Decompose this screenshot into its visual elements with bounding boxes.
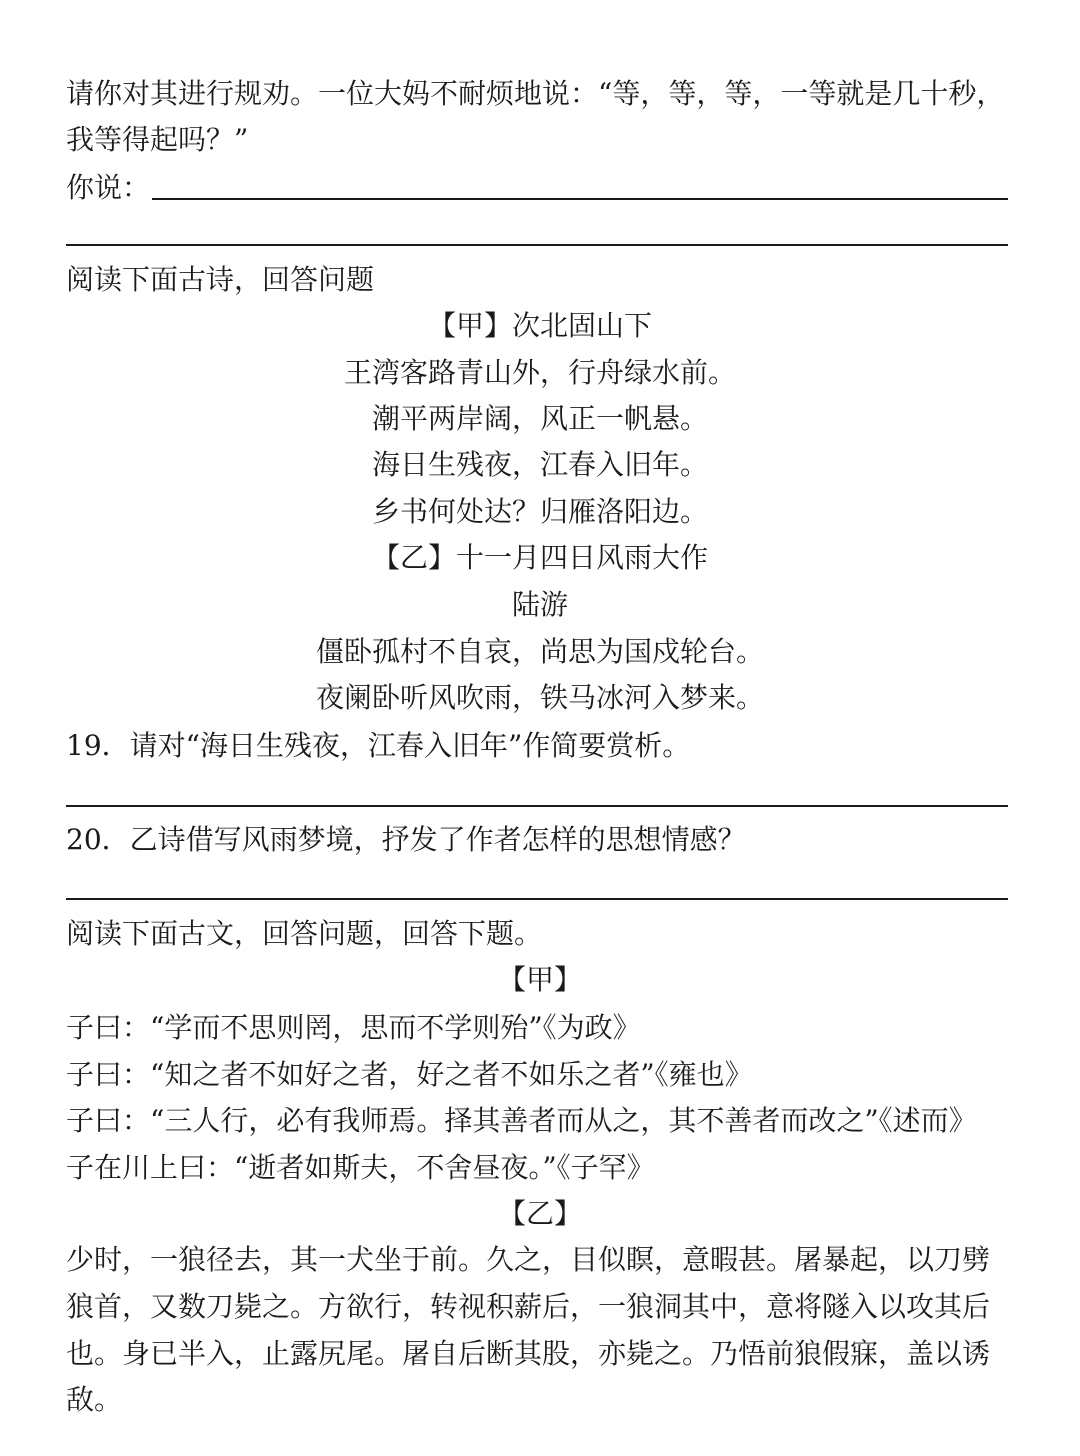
answer-blank-line[interactable] <box>66 898 1008 900</box>
poem-b-line: 僵卧孤村不自哀，尚思为国戍轮台。 <box>315 635 764 668</box>
prose-instruction: 阅读下面古文，回答问题，回答下题。 <box>66 917 543 950</box>
prose-b-line: 也。身已半入，止露尻尾。屠自后断其股，亦毙之。乃悟前狼假寐，盖以诱 <box>66 1337 991 1370</box>
prose-a-line: 子曰：“三人行，必有我师焉。择其善者而从之，其不善者而改之”《述而》 <box>66 1104 977 1137</box>
prose-a-title: 【甲】 <box>497 963 582 996</box>
poem-a-line: 王湾客路青山外，行舟绿水前。 <box>343 356 736 389</box>
poem-b-title: 【乙】十一月四日风雨大作 <box>371 541 708 574</box>
answer-blank-line[interactable] <box>152 198 1008 200</box>
prose-b-line: 敌。 <box>66 1383 123 1416</box>
you-say-label: 你说： <box>66 171 151 204</box>
poem-a-line: 海日生残夜，江春入旧年。 <box>371 448 708 481</box>
prose-b-line: 少时，一狼径去，其一犬坐于前。久之，目似瞑，意暇甚。屠暴起，以刀劈 <box>66 1243 991 1276</box>
poem-b-author: 陆游 <box>511 588 568 621</box>
prose-b-line: 狼首，又数刀毙之。方欲行，转视积薪后，一狼洞其中，意将隧入以攻其后 <box>66 1290 991 1323</box>
poem-a-line: 乡书何处达？归雁洛阳边。 <box>371 495 708 528</box>
intro-line-2: 我等得起吗？” <box>66 123 249 156</box>
intro-line-1: 请你对其进行规劝。一位大妈不耐烦地说：“等，等，等，一等就是几十秒， <box>66 77 1005 110</box>
poem-a-title: 【甲】次北固山下 <box>427 309 652 342</box>
answer-blank-line[interactable] <box>66 805 1008 807</box>
prose-a-line: 子曰：“学而不思则罔，思而不学则殆”《为政》 <box>66 1011 641 1044</box>
poem-b-line: 夜阑卧听风吹雨，铁马冰河入梦来。 <box>315 681 764 714</box>
prose-a-line: 子在川上曰：“逝者如斯夫，不舍昼夜。”《子罕》 <box>66 1151 655 1184</box>
prose-a-line: 子曰：“知之者不如好之者，好之者不如乐之者”《雍也》 <box>66 1058 753 1091</box>
poem-instruction: 阅读下面古诗，回答问题 <box>66 263 375 296</box>
question-19: 19．请对“海日生残夜，江春入旧年”作简要赏析。 <box>66 729 691 762</box>
question-20: 20．乙诗借写风雨梦境，抒发了作者怎样的思想情感？ <box>66 823 746 856</box>
poem-a-line: 潮平两岸阔，风正一帆悬。 <box>371 402 708 435</box>
prose-b-title: 【乙】 <box>497 1197 582 1230</box>
answer-blank-line[interactable] <box>66 244 1008 246</box>
